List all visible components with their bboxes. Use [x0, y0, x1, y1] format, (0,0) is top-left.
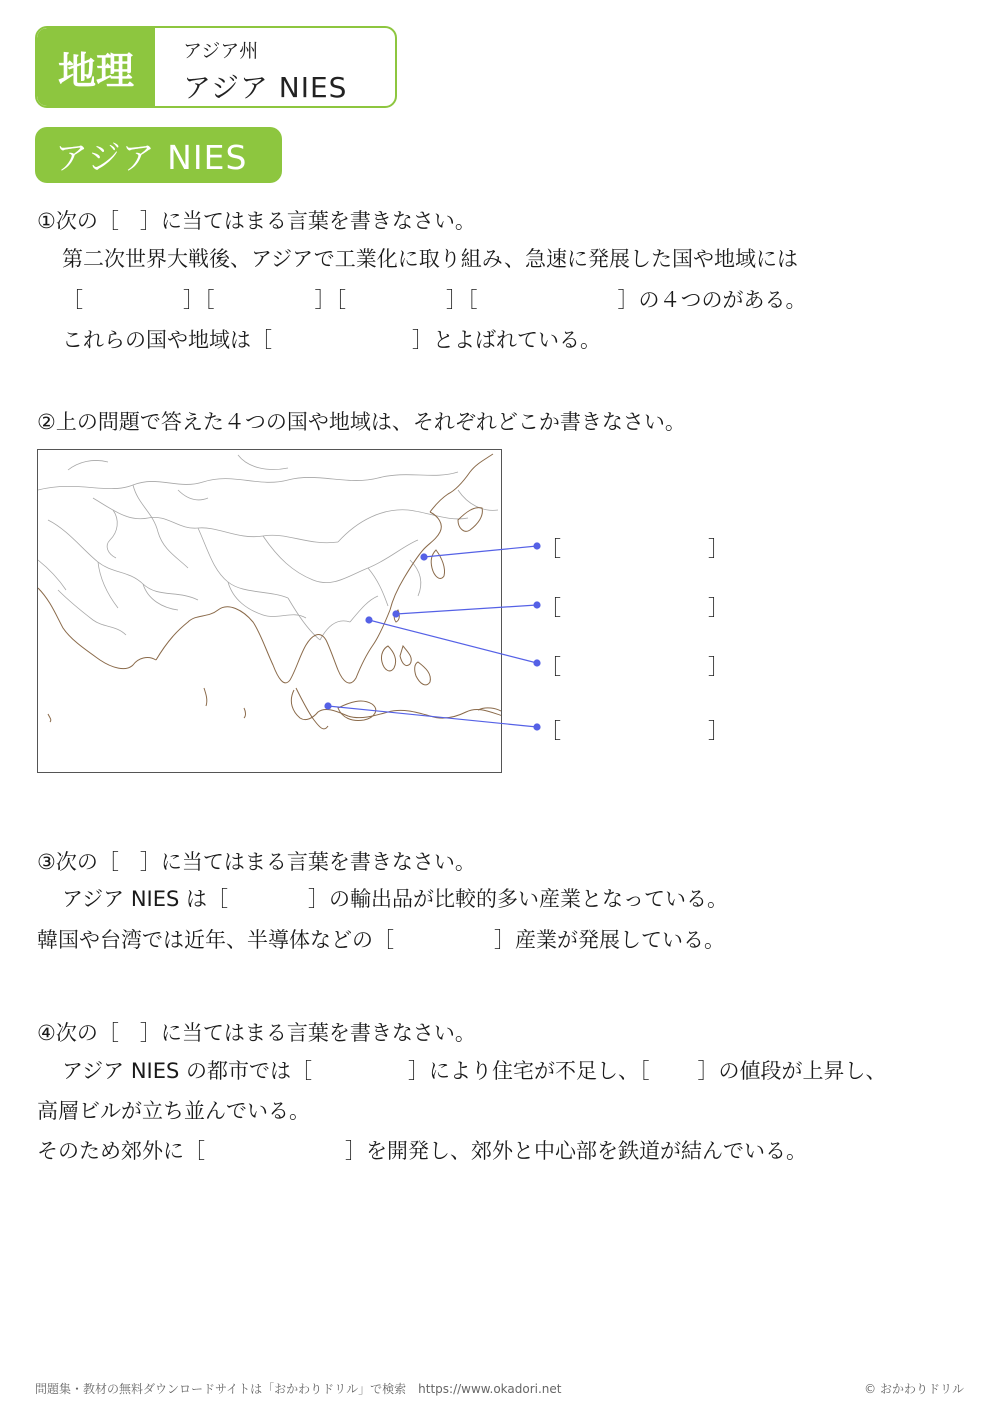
q1-line3-tail: とよばれている。: [433, 328, 601, 352]
q1-blank-3-close: ］: [446, 288, 467, 312]
q1-line1: 第二次世界大戦後、アジアで工業化に取り組み、急速に発展した国や地域には: [62, 247, 799, 271]
q3-line1: [62, 883, 728, 913]
q4-prompt: ④次の［ ］に当てはまる言葉を書きなさい。: [37, 1021, 476, 1045]
asia-map: [37, 449, 502, 773]
q4-line1-head: アジア NIES の都市では: [62, 1059, 292, 1083]
q4-blank-3-open: ［: [184, 1139, 205, 1163]
q1-blank-5-close: ］: [412, 328, 433, 352]
q1-blank-2-close: ］: [314, 288, 336, 312]
q4-blank-2-open: ［: [639, 1059, 650, 1083]
q4-blank-1-close: ］: [408, 1059, 430, 1083]
q3-blank-1-open: ［: [207, 887, 229, 911]
q4-line3-head: そのため郊外に: [37, 1139, 184, 1163]
q2-answer-1-close: ］: [708, 537, 729, 561]
q3-blank-1-close: ］: [308, 887, 330, 911]
asia-map-outline: [38, 450, 502, 773]
q2-answer-blank-3[interactable]: [566, 651, 706, 677]
q4-line3: [37, 1135, 807, 1165]
q4-blank-2-close: ］: [697, 1059, 719, 1083]
q3-prompt: ③次の［ ］に当てはまる言葉を書きなさい。: [37, 850, 476, 874]
q2-answer-blank-1[interactable]: [566, 533, 706, 559]
q3-blank-2-open: ［: [373, 928, 394, 952]
q2-answer-3-close: ］: [708, 655, 729, 679]
q1-blank-2-open: ［: [204, 288, 215, 312]
q2-answer-blank-4[interactable]: [566, 715, 706, 741]
q1-line2: [62, 284, 807, 314]
footer-site-note: 問題集・教材の無料ダウンロードサイトは「おかわりドリル」で検索 https://www.okadori.net: [35, 1382, 562, 1396]
q3-line2: [37, 924, 725, 954]
worksheet-header: [35, 26, 397, 108]
q3-blank-2-close: ］: [494, 928, 515, 952]
q3-line1-tail: の輸出品が比較的多い産業となっている。: [329, 887, 729, 911]
q4-line1: [62, 1055, 887, 1085]
q1-blank-1-close: ］: [183, 288, 204, 312]
q1-blank-3-open: ［: [335, 288, 346, 312]
q1-blank-4-open: ［: [467, 288, 478, 312]
q4-line1-tail: の値段が上昇し、: [718, 1059, 887, 1083]
section-heading: アジア NIES: [35, 127, 282, 183]
footer-copyright: © おかわりドリル: [864, 1382, 964, 1396]
q2-answer-blank-2[interactable]: [566, 592, 706, 618]
q1-line3: [62, 324, 601, 354]
q2-answer-1-open: ［: [540, 537, 561, 561]
q3-line2-head: 韓国や台湾では近年、半導体などの: [37, 928, 373, 952]
q3-line1-head: アジア NIES は: [62, 887, 208, 911]
q1-line3-head: これらの国や地域は: [62, 328, 251, 352]
q4-line1-mid: により住宅が不足し、: [429, 1059, 640, 1083]
country-borders: [38, 455, 498, 640]
q2-answer-2-close: ］: [708, 596, 729, 620]
q4-line2: 高層ビルが立ち並んでいる。: [37, 1099, 310, 1123]
q1-prompt: ①次の［ ］に当てはまる言葉を書きなさい。: [37, 209, 476, 233]
q2-prompt: ②上の問題で答えた４つの国や地域は、それぞれどこか書きなさい。: [37, 410, 686, 434]
worksheet-title: アジア NIES: [183, 71, 348, 104]
q4-blank-1-open: ［: [291, 1059, 313, 1083]
q2-answer-2-open: ［: [540, 596, 561, 620]
category-label: アジア州: [183, 40, 259, 62]
q4-blank-3-close: ］: [345, 1139, 366, 1163]
q1-blank-4-close: ］: [617, 288, 639, 312]
q2-answer-3-open: ［: [540, 655, 561, 679]
q4-line3-tail: を開発し、郊外と中心部を鉄道が結んでいる。: [366, 1139, 807, 1163]
subject-label: 地理: [37, 28, 155, 106]
q1-blank-1-open: ［: [62, 288, 83, 312]
q1-line2-tail: の４つのがある。: [638, 288, 807, 312]
q2-answer-4-close: ］: [708, 719, 729, 743]
q2-answer-4-open: ［: [540, 719, 561, 743]
q3-line2-tail: 産業が発展している。: [515, 928, 725, 952]
q1-blank-5-open: ［: [251, 328, 272, 352]
